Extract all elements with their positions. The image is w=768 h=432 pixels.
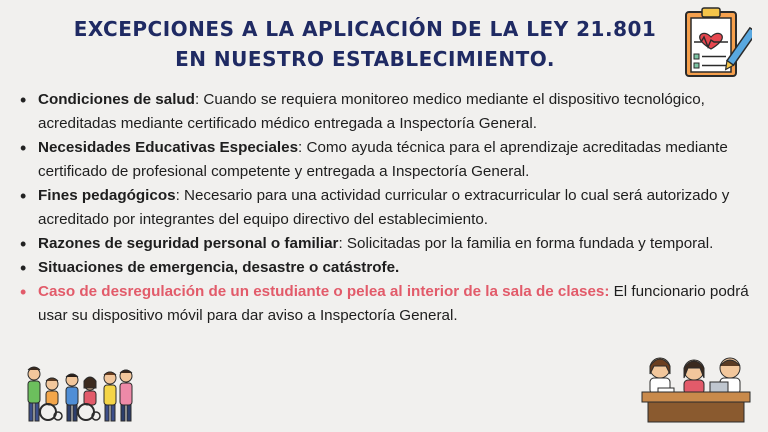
item-text: El funcionario podrá usar su dispositivo móvil para dar aviso a Inspectoría General. xyxy=(38,283,749,324)
item-term: Fines pedagógicos xyxy=(38,187,176,204)
list-item xyxy=(18,256,762,280)
item-term: Condiciones de salud xyxy=(38,91,195,108)
classroom-students-illustration xyxy=(640,352,752,424)
item-text: : Solicitadas por la familia en forma fundada y temporal. xyxy=(338,235,714,252)
item-text: : Necesario para una actividad curricular o extracurricular lo cual será autorizado y acreditado por integrantes del equipo directivo del establecimiento. xyxy=(38,187,730,228)
list-item xyxy=(18,232,762,256)
page-title xyxy=(60,14,670,74)
list-item-alert xyxy=(18,280,762,328)
title-line-1: EXCEPCIONES A LA APLICACIÓN DE LA LEY 21.801 xyxy=(73,17,657,41)
item-term: Razones de seguridad personal o familiar xyxy=(38,235,339,252)
item-text: : Cuando se requiera monitoreo medico mediante el dispositivo tecnológico, acreditadas mediante certificado médico entregada a Inspectoría General. xyxy=(38,91,705,132)
item-text: : Como ayuda técnica para el aprendizaje acreditadas mediante certificado de profesional competente y entregada a Inspectoría General. xyxy=(38,139,728,180)
item-term: Necesidades Educativas Especiales xyxy=(38,139,299,156)
list-item xyxy=(18,88,762,136)
list-item xyxy=(18,136,762,184)
item-term-alert: Caso de desregulación de un estudiante o pelea al interior de la sala de clases: xyxy=(38,283,610,300)
medical-clipboard-icon xyxy=(680,4,752,80)
item-term: Situaciones de emergencia, desastre o catástrofe. xyxy=(38,259,400,276)
title-line-2: EN NUESTRO ESTABLECIMIENTO. xyxy=(175,47,555,71)
group-of-people-illustration xyxy=(24,360,134,424)
list-item xyxy=(18,184,762,232)
exceptions-list xyxy=(18,88,762,328)
